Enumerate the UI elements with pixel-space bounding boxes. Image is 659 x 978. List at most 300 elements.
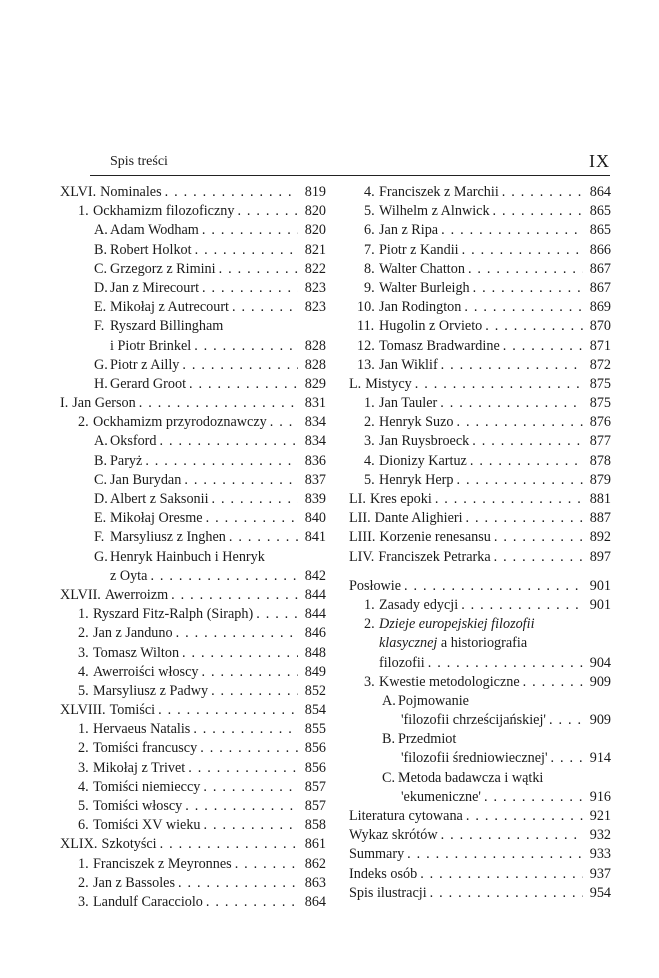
entry-page-number: 852 <box>304 682 326 699</box>
toc-right-column <box>349 183 611 903</box>
toc-entry <box>349 615 611 634</box>
entry-page-number: 834 <box>304 414 326 431</box>
entry-page-number: 901 <box>589 596 611 613</box>
entry-title: Jan Wiklif <box>379 356 438 373</box>
entry-number: 5. <box>78 682 89 699</box>
toc-entry <box>60 528 326 547</box>
entry-title: Jan Gerson <box>72 395 136 412</box>
entry-title: Zasady edycji <box>379 596 459 613</box>
toc-entry <box>349 260 611 279</box>
entry-page-number: 864 <box>304 893 326 910</box>
entry-page-number: 871 <box>589 337 611 354</box>
toc-entry <box>60 759 326 778</box>
entry-number: C. <box>94 471 108 488</box>
entry-title: Ockhamizm filozoficzny <box>93 203 235 220</box>
toc-entry <box>60 337 326 356</box>
entry-title: Dzieje europejskiej filozofii <box>379 616 535 633</box>
toc-entry <box>349 654 611 673</box>
toc-entry <box>60 586 326 605</box>
dot-leader <box>481 788 583 807</box>
toc-entry <box>60 855 326 874</box>
toc-entry <box>349 711 611 730</box>
toc-entry <box>60 893 326 912</box>
dot-leader <box>490 202 583 221</box>
entry-page-number: 862 <box>304 855 326 872</box>
entry-page-number: 875 <box>589 375 611 392</box>
entry-title: Kres epoki <box>369 491 432 507</box>
dot-leader <box>453 413 583 432</box>
dot-leader <box>469 432 583 451</box>
entry-title: Jan z Mirecourt <box>110 279 200 296</box>
toc-entry <box>349 490 611 509</box>
entry-number: 5. <box>364 471 375 488</box>
entry-page-number: 879 <box>589 471 611 488</box>
toc-entry <box>60 605 326 624</box>
dot-leader <box>463 509 583 528</box>
entry-page-number: 867 <box>589 260 611 277</box>
entry-title: Piotr z Kandii <box>379 241 459 258</box>
toc-entry <box>349 298 611 317</box>
dot-leader <box>412 375 583 394</box>
toc-entry <box>349 356 611 375</box>
entry-page-number: 865 <box>589 222 611 239</box>
dot-leader <box>197 739 298 758</box>
entry-number: 2. <box>78 740 89 757</box>
entry-title: Marsyliusz z Padwy <box>93 682 209 699</box>
dot-leader <box>500 337 583 356</box>
entry-page-number: 904 <box>589 654 611 671</box>
entry-number: A. <box>94 222 108 239</box>
entry-number: 1. <box>364 395 375 412</box>
entry-page-number: 887 <box>589 510 611 527</box>
toc-entry <box>60 816 326 835</box>
entry-page-number: 820 <box>304 222 326 239</box>
entry-page-number: 937 <box>589 865 611 882</box>
dot-leader <box>465 260 583 279</box>
entry-title: Jan z Bassoles <box>93 874 175 891</box>
dot-leader <box>142 452 298 471</box>
entry-number: F. <box>94 318 105 335</box>
dot-leader <box>203 509 298 528</box>
entry-title: Pojmowanie <box>398 692 469 709</box>
toc-entry <box>60 835 326 854</box>
entry-title: Summary <box>349 846 405 863</box>
entry-title: Piotr z Ailly <box>110 356 180 373</box>
dot-leader <box>491 548 583 567</box>
toc-entry <box>349 337 611 356</box>
dot-leader <box>192 241 298 260</box>
page-number: IX <box>589 151 610 171</box>
toc-entry <box>60 432 326 451</box>
entry-page-number: 829 <box>304 375 326 392</box>
entry-title <box>379 634 527 653</box>
entry-number: 2. <box>364 616 375 633</box>
entry-number: 13. <box>357 356 375 373</box>
toc-entry <box>349 692 611 711</box>
entry-title: Tomiści francuscy <box>93 740 198 757</box>
toc-entry <box>349 596 611 615</box>
toc-entry <box>349 241 611 260</box>
dot-leader <box>203 893 298 912</box>
entry-number: LII. <box>349 510 371 527</box>
dot-leader <box>253 605 298 624</box>
entry-page-number: 820 <box>304 203 326 220</box>
toc-entry <box>60 644 326 663</box>
dot-leader <box>438 826 583 845</box>
toc-entry <box>349 749 611 768</box>
entry-page-number: 916 <box>589 788 611 805</box>
toc-entry <box>349 183 611 202</box>
entry-number: XLIX. <box>60 836 98 853</box>
entry-number: B. <box>382 731 396 748</box>
dot-leader <box>191 337 298 356</box>
toc-entry <box>60 720 326 739</box>
dot-leader <box>417 865 583 884</box>
dot-leader <box>182 797 298 816</box>
entry-title: Tomiści niemieccy <box>93 778 201 795</box>
entry-title: 'filozofii średniowiecznej' <box>401 750 548 767</box>
toc-entry <box>349 807 611 826</box>
entry-page-number: 866 <box>589 241 611 258</box>
entry-number: I. <box>60 395 69 412</box>
entry-number: C. <box>94 260 108 277</box>
entry-page-number: 858 <box>304 817 326 834</box>
entry-title: Jan Ruysbroeck <box>379 433 470 450</box>
section-gap <box>349 567 611 577</box>
entry-number: 1. <box>78 203 89 220</box>
entry-page-number: 909 <box>589 712 611 729</box>
entry-number: 3. <box>78 759 89 776</box>
dot-leader <box>147 567 298 586</box>
dot-leader <box>467 452 583 471</box>
entry-number: F. <box>94 529 105 546</box>
dot-leader <box>404 845 583 864</box>
entry-page-number: 848 <box>304 644 326 661</box>
dot-leader <box>427 884 583 903</box>
entry-page-number: 844 <box>304 606 326 623</box>
entry-number: 3. <box>78 893 89 910</box>
entry-title: Wilhelm z Alnwick <box>379 203 490 220</box>
entry-title: Tomasz Bradwardine <box>379 337 500 354</box>
entry-number: 1. <box>364 596 375 613</box>
toc-entry <box>349 509 611 528</box>
entry-page-number: 865 <box>589 203 611 220</box>
entry-title-italic: klasycznej <box>379 635 438 652</box>
entry-page-number: 823 <box>304 299 326 316</box>
entry-page-number: 841 <box>304 529 326 546</box>
entry-title: Jan z Janduno <box>93 625 173 642</box>
entry-number: 4. <box>78 663 89 680</box>
dot-leader <box>209 490 298 509</box>
entry-title: 'filozofii chrześcijańskiej' <box>401 712 546 729</box>
dot-leader <box>482 317 583 336</box>
entry-number: E. <box>94 299 107 316</box>
entry-title: Tomiści XV wieku <box>93 817 201 834</box>
entry-title: Literatura cytowana <box>349 808 463 824</box>
dot-leader <box>438 221 583 240</box>
entry-page-number: 914 <box>589 750 611 767</box>
entry-number: 9. <box>364 279 375 296</box>
toc-entry <box>60 778 326 797</box>
dot-leader <box>200 778 298 797</box>
entry-page-number: 828 <box>304 337 326 354</box>
entry-page-number: 875 <box>589 395 611 412</box>
entry-title: Mikołaj z Autrecourt <box>110 299 229 316</box>
entry-page-number: 876 <box>589 414 611 431</box>
toc-left-column <box>60 183 326 912</box>
toc-entry <box>60 221 326 240</box>
entry-number: 6. <box>78 817 89 834</box>
entry-number: C. <box>382 769 396 786</box>
entry-number: H. <box>94 375 108 392</box>
entry-number: B. <box>94 452 108 469</box>
entry-number: 4. <box>78 778 89 795</box>
entry-title: Grzegorz z Rimini <box>110 260 216 277</box>
toc-entry <box>349 845 611 864</box>
dot-leader <box>232 855 298 874</box>
dot-leader <box>459 241 583 260</box>
toc-entry <box>60 624 326 643</box>
dot-leader <box>499 183 583 202</box>
dot-leader <box>461 298 583 317</box>
toc-entry <box>349 634 611 653</box>
entry-number: 11. <box>357 318 375 335</box>
entry-page-number: 821 <box>304 241 326 258</box>
entry-page-number: 855 <box>304 721 326 738</box>
entry-number: D. <box>94 279 108 296</box>
entry-title: Franciszek z Meyronnes <box>93 855 232 872</box>
dot-leader <box>401 577 583 596</box>
entry-title: Walter Chatton <box>379 260 465 277</box>
dot-leader <box>458 596 583 615</box>
page-header <box>90 150 610 174</box>
toc-entry <box>349 769 611 788</box>
toc-entry <box>349 673 611 692</box>
toc-entry <box>60 509 326 528</box>
entry-page-number: 831 <box>304 395 326 412</box>
entry-page-number: 864 <box>589 184 611 200</box>
entry-title: Franciszek Petrarka <box>378 548 491 565</box>
entry-title: Awerroiści włoscy <box>93 663 199 680</box>
toc-entry <box>60 663 326 682</box>
header-rule <box>90 175 610 176</box>
dot-leader <box>438 356 583 375</box>
entry-title: Henryk Suzo <box>379 414 454 431</box>
entry-page-number: 834 <box>304 433 326 450</box>
entry-page-number: 863 <box>304 874 326 891</box>
toc-entry <box>349 884 611 903</box>
entry-number: LIV. <box>349 548 375 565</box>
toc-entry <box>60 490 326 509</box>
toc-entry <box>349 788 611 807</box>
dot-leader <box>546 711 583 730</box>
toc-entry <box>349 221 611 240</box>
entry-title: Dante Alighieri <box>374 510 463 527</box>
toc-entry <box>60 260 326 279</box>
toc-entry <box>349 413 611 432</box>
toc-entry <box>349 471 611 490</box>
entry-page-number: 856 <box>304 759 326 776</box>
toc-entry <box>349 432 611 451</box>
entry-page-number: 823 <box>304 279 326 296</box>
entry-title: Jan Burydan <box>110 471 182 488</box>
entry-number: 4. <box>364 184 375 200</box>
entry-page-number: 844 <box>304 586 326 603</box>
toc-entry <box>60 241 326 260</box>
entry-title: Marsyliusz z Inghen <box>110 529 226 546</box>
dot-leader <box>186 375 298 394</box>
entry-number: 2. <box>78 414 89 431</box>
entry-page-number: 869 <box>589 299 611 316</box>
entry-number: A. <box>94 433 108 450</box>
toc-entry <box>349 317 611 336</box>
entry-page-number: 877 <box>589 433 611 450</box>
entry-title-rest: a historiografia <box>437 635 528 652</box>
entry-title: Henryk Hainbuch i Henryk <box>110 548 265 565</box>
entry-title: Landulf Caracciolo <box>93 893 203 910</box>
entry-number: E. <box>94 510 107 527</box>
entry-page-number: 836 <box>304 452 326 469</box>
toc-entry <box>60 375 326 394</box>
dot-leader <box>157 432 299 451</box>
toc-entry <box>349 528 611 547</box>
dot-leader <box>157 835 298 854</box>
entry-number: 1. <box>78 855 89 872</box>
entry-number: 12. <box>357 337 375 354</box>
entry-page-number: 857 <box>304 798 326 814</box>
toc-entry <box>60 682 326 701</box>
toc-entry <box>349 577 611 596</box>
entry-title: Paryż <box>110 452 143 469</box>
entry-page-number: 892 <box>589 529 611 546</box>
toc-entry <box>60 739 326 758</box>
dot-leader <box>199 279 298 298</box>
dot-leader <box>226 528 298 547</box>
entry-page-number: 870 <box>589 318 611 335</box>
entry-title: Ockhamizm przyrodoznawczy <box>93 414 267 431</box>
entry-title: 'ekumeniczne' <box>401 788 481 805</box>
toc-entry <box>60 298 326 317</box>
entry-title: Kwestie metodologiczne <box>379 673 520 690</box>
entry-number: A. <box>382 692 396 709</box>
dot-leader <box>229 298 298 317</box>
entry-number: 4. <box>364 452 375 469</box>
entry-title: Ryszard Fitz-Ralph (Siraph) <box>93 606 254 623</box>
dot-leader <box>463 807 583 826</box>
dot-leader <box>548 749 583 768</box>
entry-title: Ryszard Billingham <box>110 318 224 335</box>
entry-page-number: 867 <box>589 279 611 296</box>
entry-page-number: 954 <box>589 884 611 901</box>
entry-number: 6. <box>364 222 375 239</box>
entry-number: L. <box>349 375 362 392</box>
dot-leader <box>432 490 583 509</box>
dot-leader <box>168 586 298 605</box>
entry-number: 2. <box>364 414 375 431</box>
dot-leader <box>173 624 298 643</box>
entry-number: 2. <box>78 874 89 891</box>
dot-leader <box>425 654 583 673</box>
dot-leader <box>198 663 298 682</box>
entry-title: Jan Tauler <box>379 395 438 412</box>
entry-number: XLVI. <box>60 184 97 200</box>
toc-entry <box>349 865 611 884</box>
entry-page-number: 897 <box>589 548 611 565</box>
toc-entry <box>349 548 611 567</box>
entry-title: Gerard Groot <box>110 375 187 392</box>
toc-entry <box>60 279 326 298</box>
dot-leader <box>179 644 298 663</box>
entry-number: 3. <box>364 433 375 450</box>
toc-entry <box>60 471 326 490</box>
dot-leader <box>267 413 298 432</box>
entry-title: Szkotyści <box>101 836 157 853</box>
toc-entry <box>60 317 326 336</box>
dot-leader <box>208 682 298 701</box>
dot-leader <box>199 221 298 240</box>
entry-title: Nominales <box>100 184 162 200</box>
dot-leader <box>234 202 298 221</box>
dot-leader <box>175 874 298 893</box>
toc-entry <box>349 375 611 394</box>
entry-title: Przedmiot <box>398 731 457 748</box>
toc-entry <box>349 826 611 845</box>
entry-number: D. <box>94 491 108 507</box>
dot-leader <box>185 759 298 778</box>
dot-leader <box>437 394 583 413</box>
toc-entry <box>60 874 326 893</box>
toc-entry <box>60 394 326 413</box>
dot-leader <box>470 279 583 298</box>
entry-number: XLVIII. <box>60 702 106 719</box>
entry-number: B. <box>94 241 108 258</box>
dot-leader <box>520 673 583 692</box>
entry-title: Franciszek z Marchii <box>379 184 499 200</box>
dot-leader <box>190 720 298 739</box>
toc-entry <box>60 701 326 720</box>
entry-number: 8. <box>364 260 375 277</box>
entry-page-number: 909 <box>589 673 611 690</box>
entry-title: Hervaeus Natalis <box>93 721 191 738</box>
entry-title: Adam Wodham <box>110 222 199 239</box>
entry-title: Awerroizm <box>104 586 169 603</box>
entry-number: 5. <box>364 203 375 220</box>
entry-number: LI. <box>349 491 366 507</box>
entry-title: i Piotr Brinkel <box>110 337 192 354</box>
entry-page-number: 854 <box>304 702 326 719</box>
entry-page-number: 856 <box>304 740 326 757</box>
entry-page-number: 839 <box>304 491 326 507</box>
entry-page-number: 819 <box>304 184 326 200</box>
entry-number: 3. <box>78 644 89 661</box>
entry-page-number: 932 <box>589 827 611 844</box>
entry-title: Tomiści włoscy <box>93 798 183 814</box>
toc-entry <box>60 356 326 375</box>
entry-title: Spis ilustracji <box>349 884 427 901</box>
entry-page-number: 857 <box>304 778 326 795</box>
entry-title: Posłowie <box>349 577 402 594</box>
entry-page-number: 837 <box>304 471 326 488</box>
toc-entry <box>60 567 326 586</box>
entry-title: Tomasz Wilton <box>93 644 180 661</box>
entry-number: LIII. <box>349 529 376 546</box>
entry-number: 3. <box>364 673 375 690</box>
entry-title: Jan Rodington <box>379 299 462 316</box>
entry-page-number: 846 <box>304 625 326 642</box>
dot-leader <box>179 356 298 375</box>
dot-leader <box>162 183 298 202</box>
toc-entry <box>60 797 326 816</box>
